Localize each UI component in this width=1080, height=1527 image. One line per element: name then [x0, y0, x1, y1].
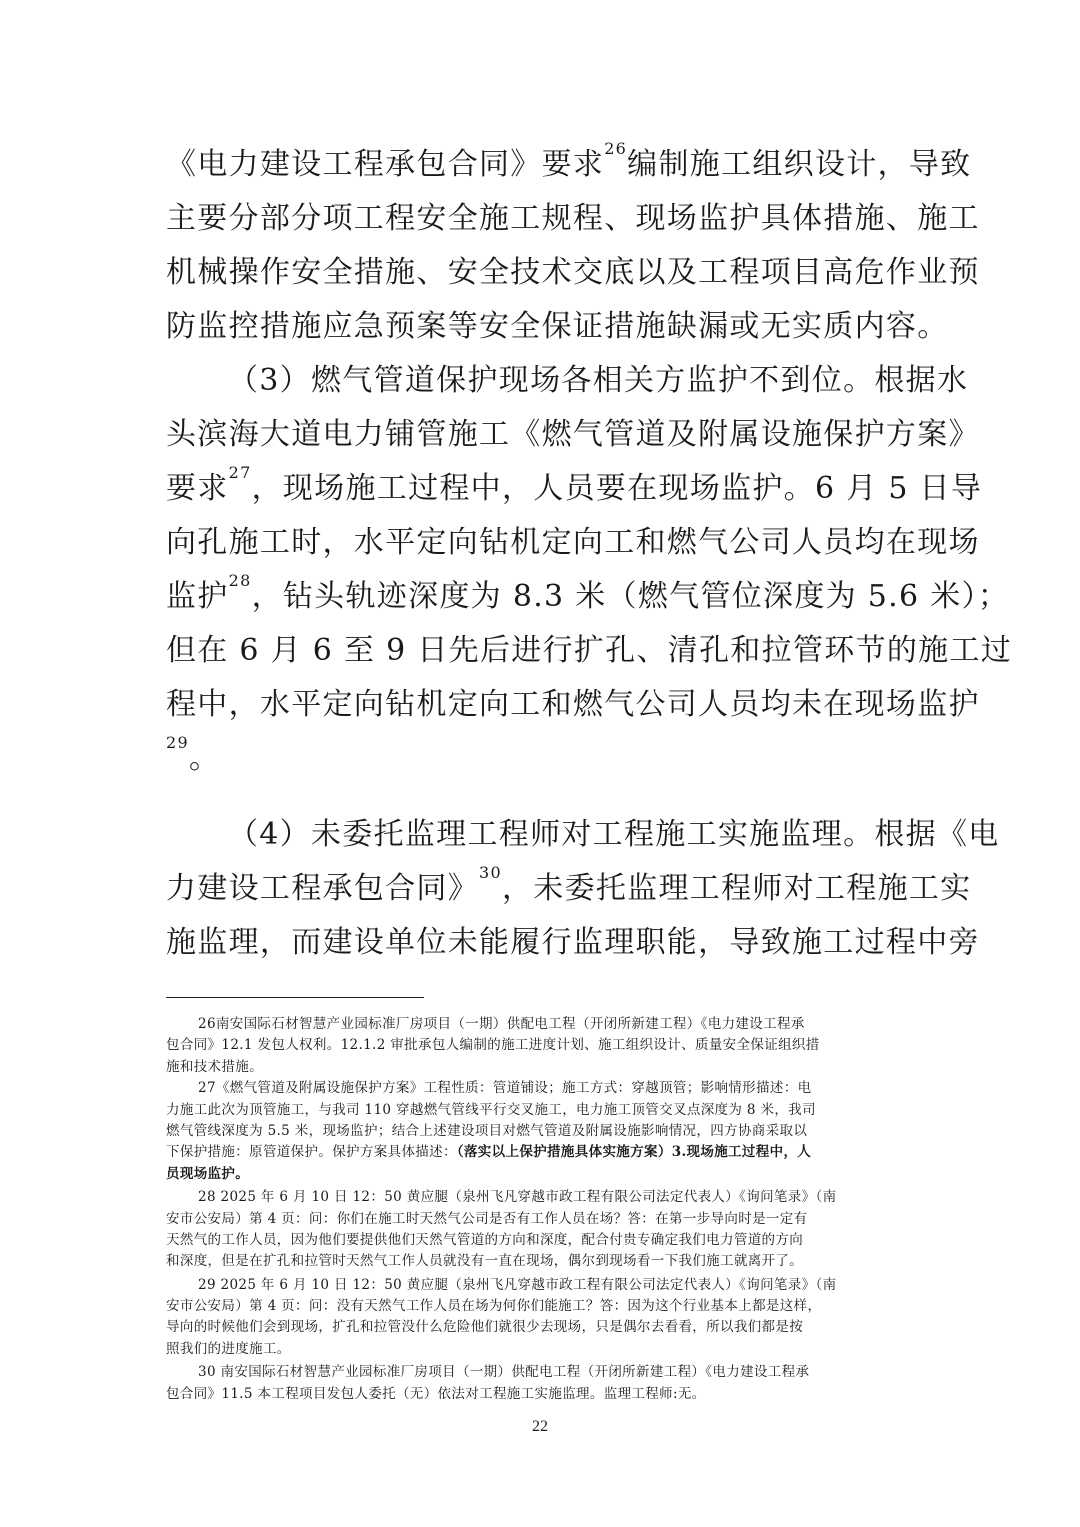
body-text-run: 。 [188, 741, 221, 776]
footnote-ref-28: 28 [228, 571, 252, 590]
body-text [166, 138, 1013, 970]
body-text-run: ，未委托监理工程师对工程施工实 [501, 871, 972, 906]
body-line: 主要分部分项工程安全施工规程、现场监护具体措施、施工 [166, 201, 980, 236]
footnote-line: 包合同》12.1 发包人权利。12.1.2 审批承包人编制的施工进度计划、施工组织设计、质量安全保证组织措 [166, 1037, 820, 1054]
body-line [166, 138, 972, 192]
footnote-line: 力施工此次为顶管施工，与我司 110 穿越燃气管线平行交叉施工，电力施工顶管交叉点深度为 8 米，我司 [166, 1101, 816, 1118]
footnote-28 [166, 1187, 918, 1273]
body-line: 头滨海大道电力铺管施工《燃气管道及附属设施保护方案》 [166, 417, 980, 452]
footnote-ref-26: 26 [604, 139, 628, 158]
body-line: 防监控措施应急预案等安全保证措施缺漏或无实质内容。 [166, 309, 949, 344]
body-text-run: ，钻头轨迹深度为 8.3 米（燃气管位深度为 5.6 米）； [251, 579, 1010, 614]
body-line: （3）燃气管道保护现场各相关方监护不到位。根据水 [228, 363, 969, 398]
body-text-run: ，现场施工过程中，人员要在现场监护。6 月 5 日导 [251, 471, 983, 506]
footnote-line: 和深度，但是在扩孔和拉管时天然气工作人员就没有一直在现场，偶尔到现场看一下我们施工就离开了。 [166, 1253, 804, 1270]
footnote-ref-29: 29 [166, 733, 189, 752]
footnote-ref-27: 27 [228, 463, 252, 482]
footnote-line: 燃气管线深度为 5.5 米，现场监护；结合上述建设项目对燃气管道及附属设施影响情况，四方协商采取以 [166, 1122, 808, 1139]
footnote-line: 27《燃气管道及附属设施保护方案》工程性质：管道铺设；施工方式：穿越顶管；影响情形描述：电 [198, 1080, 812, 1097]
page-number: 22 [532, 1418, 548, 1435]
footnote-line: 26南安国际石材智慧产业园标准厂房项目（一期）供配电工程（开闭所新建工程）《电力建设工程承 [198, 1016, 805, 1032]
footnote-line: 安市公安局）第 4 页：问：没有天然气工作人员在场为何你们能施工？答：因为这个行业基本上都是这样， [166, 1298, 822, 1315]
body-line: 程中，水平定向钻机定向工和燃气公司人员均未在现场监护 [166, 687, 980, 722]
paragraph-gap [166, 786, 918, 808]
footnote-separator [166, 997, 424, 998]
body-line [166, 732, 918, 786]
footnote-line: 导向的时候他们会到现场，扩孔和拉管没什么危险他们就很少去现场，只是偶尔去看看，所以我们都是按 [166, 1319, 804, 1336]
body-line: （4）未委托监理工程师对工程施工实施监理。根据《电 [228, 817, 1000, 852]
body-line: 向孔施工时，水平定向钻机定向工和燃气公司人员均在现场 [166, 525, 980, 560]
footnote-27 [166, 1078, 918, 1185]
footnote-line: 28 2025 年 6 月 10 日 12：50 黄应腿（泉州飞凡穿越市政工程有限公司法定代表人）《询问笔录》（南 [198, 1189, 837, 1206]
footnote-line: 照我们的进度施工。 [166, 1340, 291, 1357]
body-line [166, 570, 1010, 624]
body-text-run: 力建设工程承包合同》 [166, 871, 479, 906]
body-line [166, 862, 972, 916]
body-line: 机械操作安全措施、安全技术交底以及工程项目高危作业预 [166, 255, 980, 290]
footnote-26 [166, 1014, 918, 1078]
footnotes [166, 1014, 918, 1405]
footnote-line: 员现场监护。 [166, 1165, 250, 1182]
footnote-line: 包合同》11.5 本工程项目发包人委托（无）依法对工程施工实施监理。监理工程师:无。 [166, 1385, 706, 1402]
body-text-run: 编制施工组织设计，导致 [627, 147, 972, 182]
footnote-line: 30 南安国际石材智慧产业园标准厂房项目（一期）供配电工程（开闭所新建工程）《电力建设工程承 [198, 1364, 810, 1381]
body-line: 但在 6 月 6 至 9 日先后进行扩孔、清孔和拉管环节的施工过 [166, 633, 1013, 668]
footnote-line: 天然气的工作人员，因为他们要提供他们天然气管道的方向和深度，配合付贵专确定我们电力管道的方向 [166, 1231, 804, 1248]
body-line: 施监理，而建设单位未能履行监理职能，导致施工过程中旁 [166, 925, 980, 960]
footnote-line [166, 1142, 918, 1163]
footnote-line: 施和技术措施。 [166, 1058, 263, 1075]
body-line [166, 462, 983, 516]
footnote-30 [166, 1362, 918, 1405]
footnote-29 [166, 1275, 918, 1361]
footnote-bold-run: （落实以上保护措施具体实施方案）3.现场施工过程中，人 [456, 1144, 812, 1161]
body-text-run: 要求 [166, 471, 229, 506]
body-text-run: 《电力建设工程承包合同》要求 [166, 147, 605, 182]
footnote-text-run: 下保护措施：原管道保护。保护方案具体描述： [166, 1144, 457, 1161]
footnote-ref-30: 30 [479, 863, 502, 882]
footnote-line: 安市公安局）第 4 页：问：你们在施工时天然气公司是否有工作人员在场？答：在第一步导向时是一定有 [166, 1210, 808, 1227]
body-text-run: 监护 [166, 579, 229, 614]
footnote-line: 29 2025 年 6 月 10 日 12：50 黄应腿（泉州飞凡穿越市政工程有限公司法定代表人）《询问笔录》（南 [198, 1276, 837, 1293]
